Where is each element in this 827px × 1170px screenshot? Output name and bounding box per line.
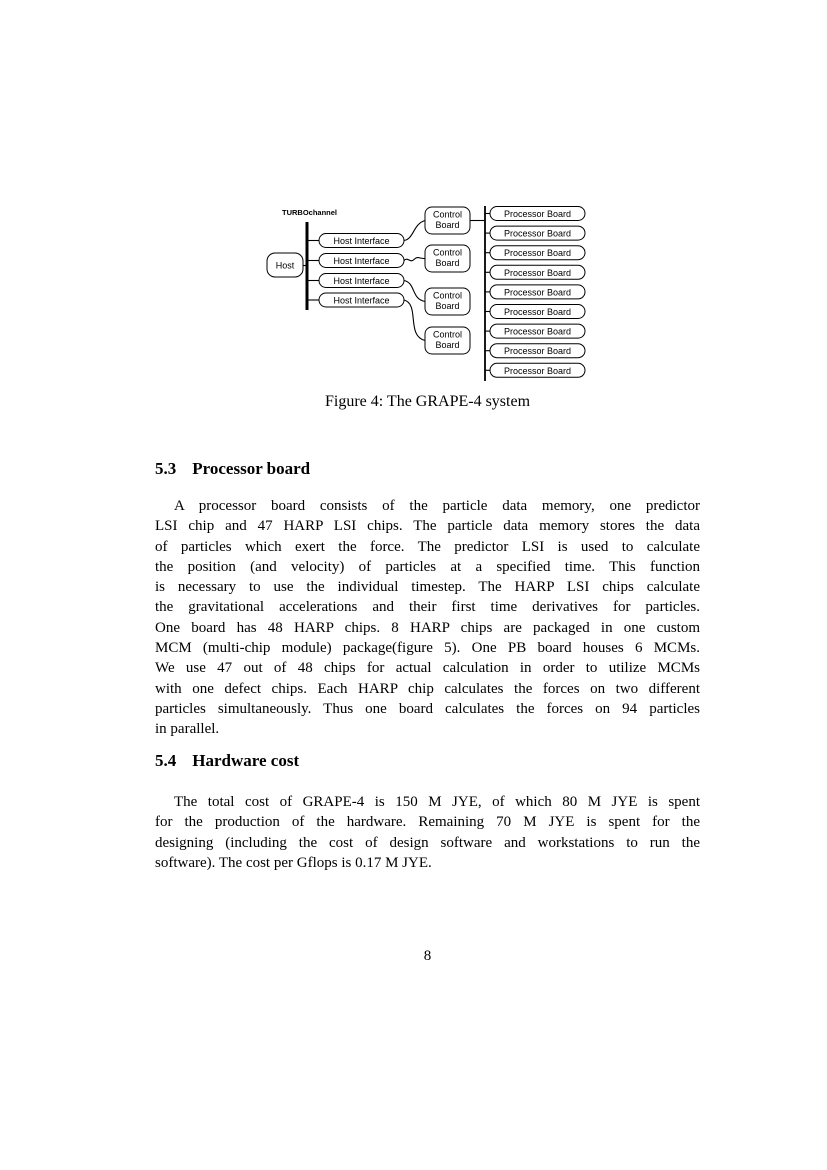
control-board-label: Control (432, 209, 463, 220)
control-board-node (425, 327, 470, 354)
processor-board-node (485, 226, 585, 240)
processor-board-node (485, 363, 585, 377)
text-line: the position (and velocity) of particles at a specified time. This function (155, 558, 700, 575)
processor-board-label: Processor Board (503, 326, 572, 337)
section-number: 5.4 (155, 751, 177, 770)
control-board-node (425, 207, 470, 234)
host-interface-label: Host Interface (333, 236, 390, 246)
processor-board-node (485, 265, 585, 279)
host-interface-node (307, 254, 404, 268)
host-interface-label: Host Interface (333, 295, 390, 306)
hi1-cb1-wire (404, 221, 425, 241)
section-title: Processor board (192, 459, 311, 478)
text-line: software). The cost per Gflops is 0.17 M JYE. (155, 854, 432, 871)
section-5-3-paragraph (155, 496, 700, 740)
text-line: for the production of the hardware. Remaining 70 M JYE is spent for the (155, 814, 700, 831)
processor-board-node (485, 305, 585, 319)
text-line: A processor board consists of the particle data memory, one predictor (174, 498, 700, 514)
control-board-node (425, 288, 470, 315)
grape4-system-diagram (258, 202, 588, 387)
host-interface-label: Host Interface (333, 256, 390, 266)
text-line: in parallel. (155, 721, 220, 738)
text-line: MCM (multi-chip module) package(figure 5). One PB board houses 6 MCMs. (155, 640, 700, 657)
processor-board-node (485, 344, 585, 358)
processor-board-label: Processor Board (503, 307, 572, 317)
section-5-4-paragraph (155, 792, 700, 873)
host-node (267, 253, 303, 277)
processor-board-label: Processor Board (503, 267, 572, 278)
text-line: particles simultaneously. Thus one board calculates the forces on 94 particles (155, 700, 700, 717)
processor-board-label: Processor Board (503, 228, 572, 239)
text-line: designing (including the cost of design software and workstations to run the (155, 834, 700, 851)
hi2-cb2-wire (404, 258, 425, 261)
processor-board-label: Processor Board (503, 209, 572, 219)
processor-board-node (485, 324, 585, 338)
processor-board-label: Processor Board (503, 248, 572, 259)
control-board-label: Control (432, 290, 463, 301)
host-interface-node (307, 293, 404, 307)
text-line: One board has 48 HARP chips. 8 HARP chips are packaged in one custom (155, 619, 700, 636)
processor-board-label: Processor Board (503, 346, 572, 357)
processor-board-node (485, 207, 585, 221)
control-board-label: Board (435, 340, 460, 350)
hi4-cb4-wire (404, 300, 425, 341)
control-board-label: Control (432, 247, 463, 258)
turbochannel-label: TURBOchannel (282, 208, 338, 217)
section-5-3-heading (155, 459, 700, 479)
control-board-label: Board (435, 301, 460, 311)
figure-caption: Figure 4: The GRAPE-4 system (324, 393, 531, 410)
control-board-label: Board (435, 258, 460, 268)
grape4-system-diagram-svg (258, 202, 588, 387)
control-board-label: Board (435, 220, 460, 230)
text-line: the gravitational accelerations and their first time derivatives for particles. (155, 599, 700, 616)
processor-board-node (485, 246, 585, 260)
control-board-label: Control (432, 329, 463, 340)
text-line: We use 47 out of 48 chips for actual calculation in order to utilize MCMs (155, 660, 700, 677)
host-label: Host (275, 260, 295, 271)
host-interface-node (307, 234, 404, 248)
text-line: with one defect chips. Each HARP chip calculates the forces on two different (155, 680, 700, 697)
control-board-node (425, 245, 470, 272)
processor-board-label: Processor Board (503, 365, 572, 376)
section-title: Hardware cost (192, 751, 300, 770)
section-number: 5.3 (155, 459, 177, 478)
page-number: 8 (423, 948, 432, 964)
text-line: LSI chip and 47 HARP LSI chips. The particle data memory stores the data (155, 518, 700, 535)
hi3-cb3-wire (404, 281, 425, 302)
text-line: is necessary to use the individual timestep. The HARP LSI chips calculate (155, 579, 700, 596)
text-line: The total cost of GRAPE-4 is 150 M JYE, of which 80 M JYE is spent (174, 794, 700, 810)
processor-board-label: Processor Board (503, 287, 572, 298)
host-interface-label: Host Interface (333, 276, 390, 286)
processor-board-node (485, 285, 585, 299)
text-line: of particles which exert the force. The predictor LSI is used to calculate (155, 538, 700, 555)
host-interface-node (307, 274, 404, 288)
section-5-4-heading (155, 751, 700, 771)
